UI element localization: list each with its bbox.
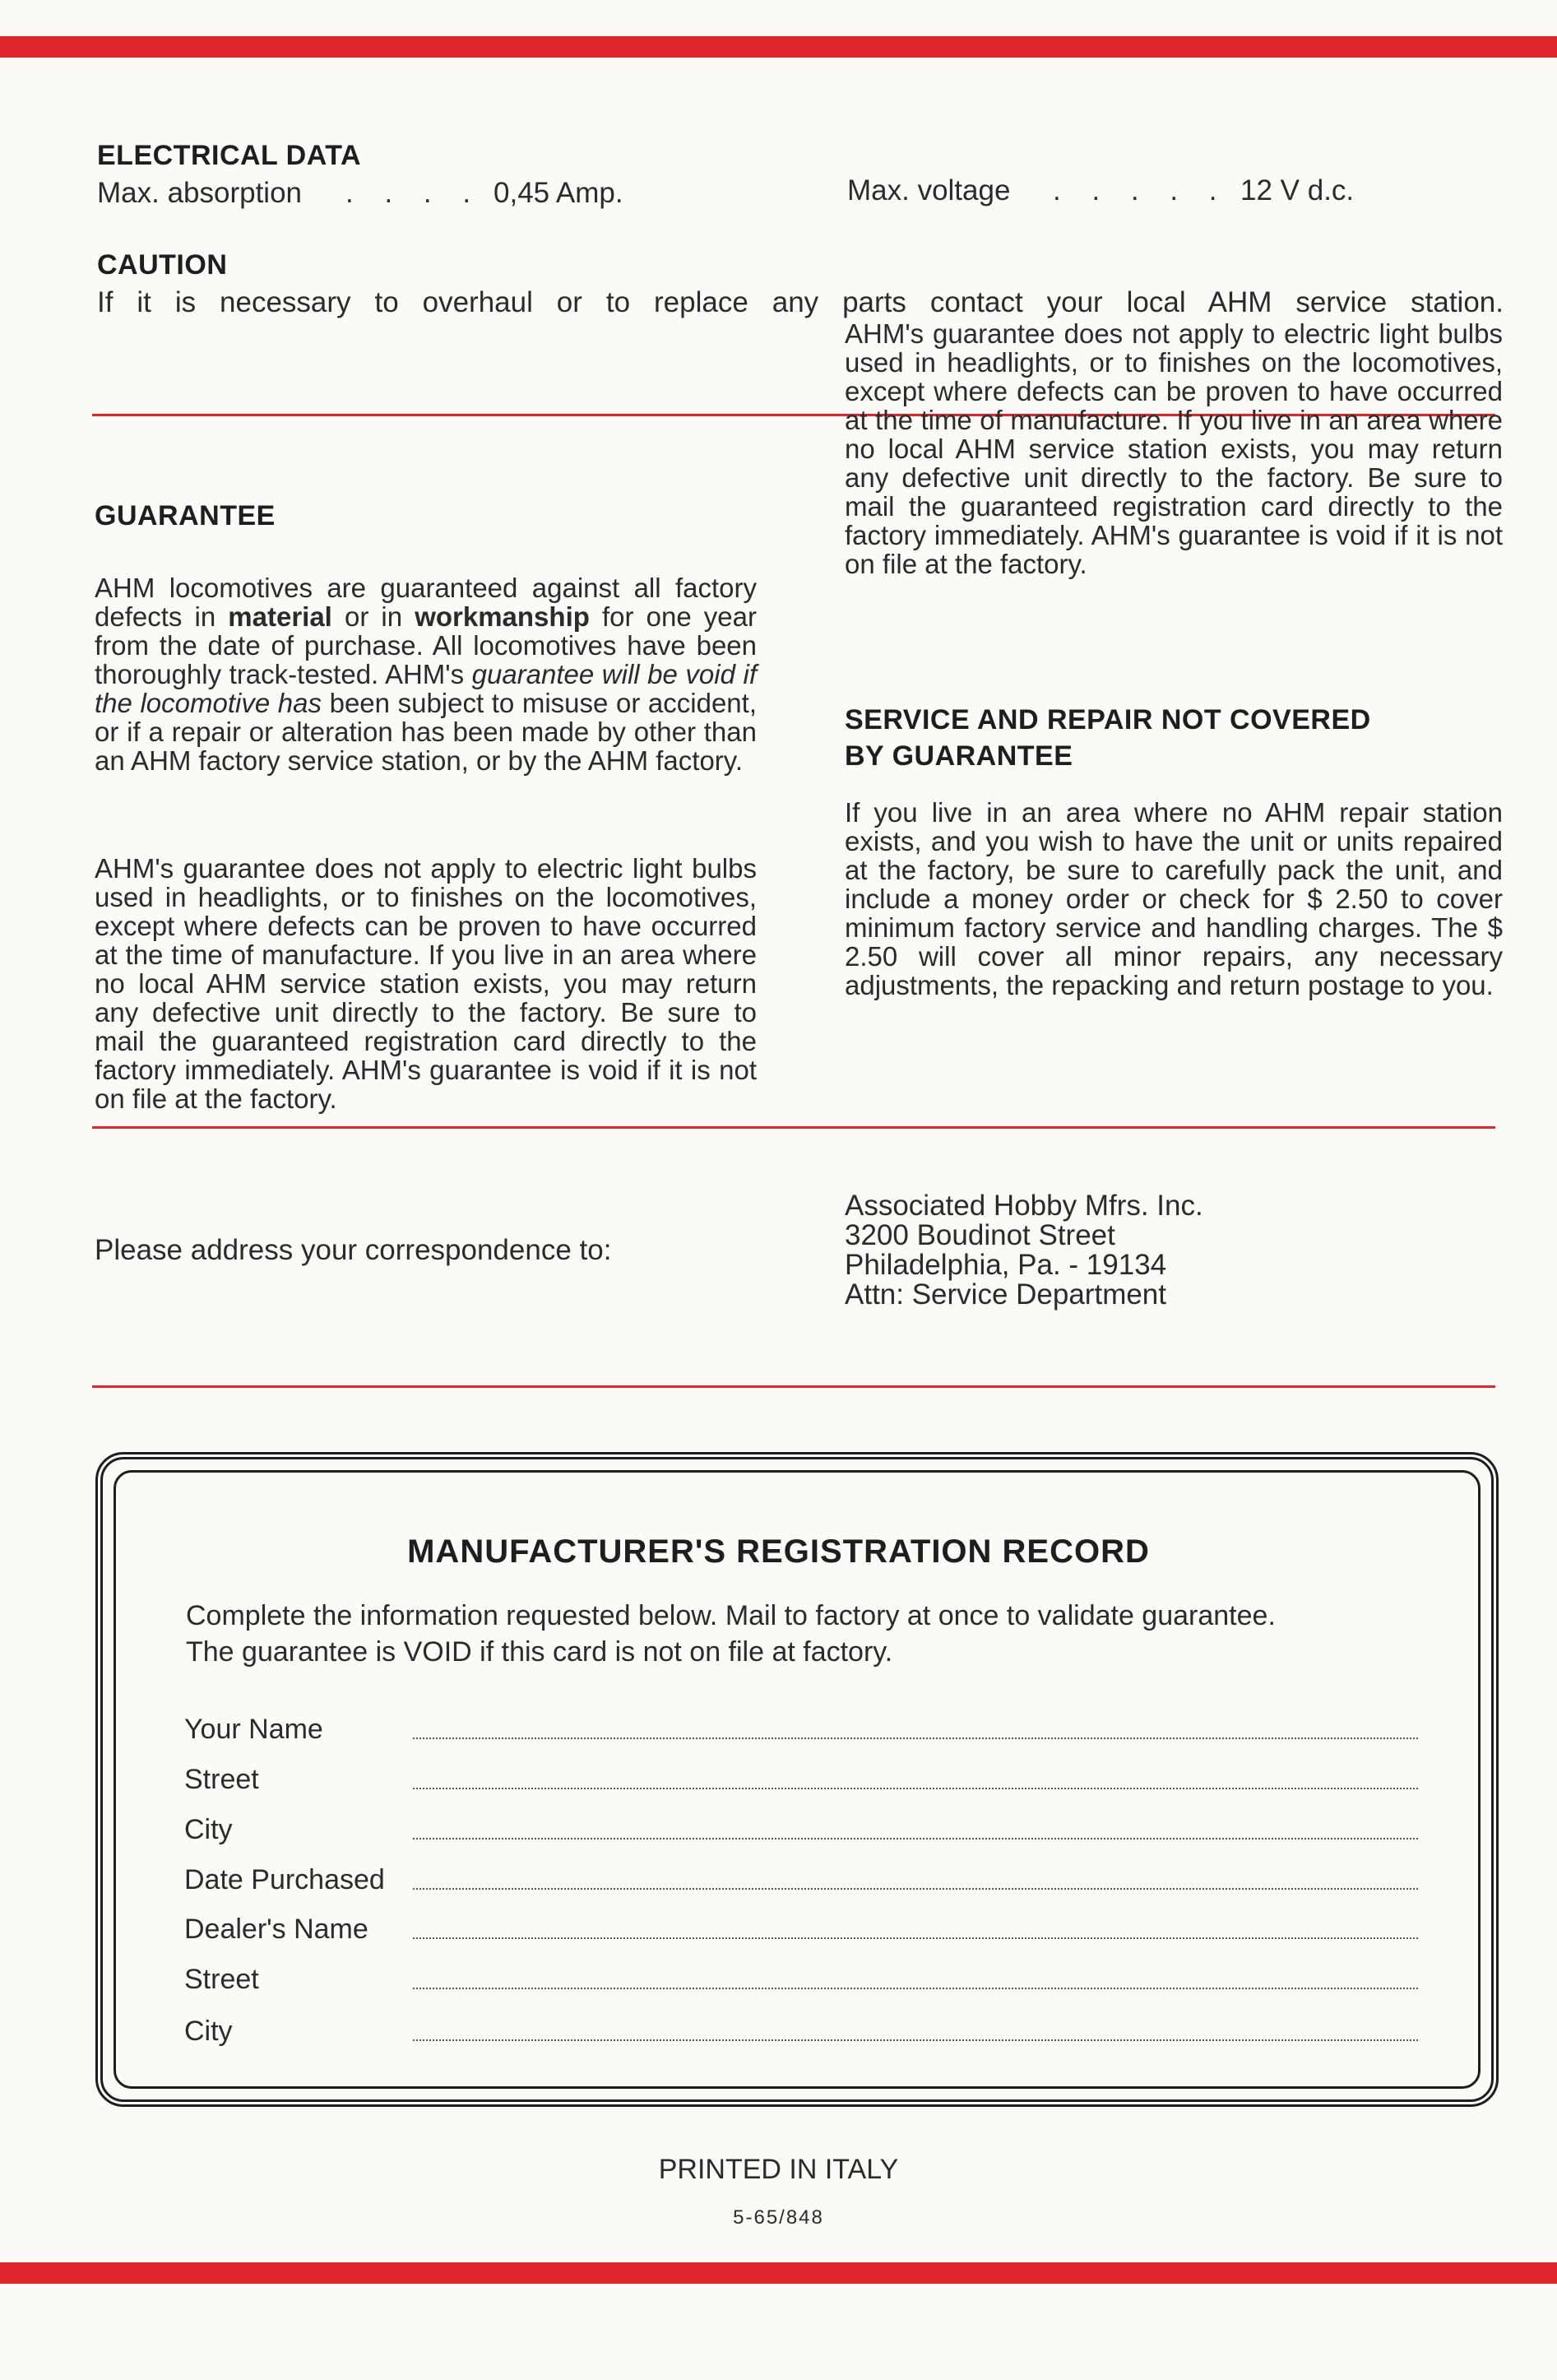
field-your-name[interactable] — [184, 1710, 1418, 1751]
field-label: Street — [184, 1964, 259, 1995]
printed-in-italy: PRINTED IN ITALY — [658, 2154, 899, 2185]
max-absorption-label: Max. absorption — [97, 177, 303, 209]
fill-line[interactable] — [413, 1788, 1418, 1789]
guarantee-paragraph-2-col1: AHM's guarantee does not apply to electric light bulbs used in headlights, or to finishes on the locomotives, except where defects can be proven to have occurred at the time of manufacture. If you live in an area where no local AHM service station exists, you may return any defective unit directly to the factory. Be sure to mail the guaranteed registration card directly to the factory immediately. AHM's guarantee is void if it is not on file at the factory. — [95, 853, 757, 1114]
caution-text: If it is necessary to overhaul or to replace any parts contact your local AHM service station. — [97, 286, 1504, 318]
max-absorption-value: 0,45 Amp. — [494, 177, 623, 209]
registration-instructions: Complete the information requested below. Mail to factory at once to validate guarantee. The guarantee is VOID if this card is not on file at factory. — [186, 1600, 1276, 1668]
fill-line[interactable] — [413, 1988, 1418, 1989]
field-street[interactable] — [184, 1760, 1418, 1801]
factory-address — [845, 1191, 1203, 1310]
max-voltage-dots: . . . . . — [1053, 174, 1229, 206]
max-voltage-value: 12 V d.c. — [1240, 174, 1355, 206]
field-dealer-street[interactable] — [184, 1960, 1418, 2001]
address-line: Attn: Service Department — [845, 1278, 1166, 1311]
address-line: Associated Hobby Mfrs. Inc. — [845, 1190, 1203, 1222]
registration-title: MANUFACTURER'S REGISTRATION RECORD — [407, 1533, 1150, 1570]
divider-2 — [92, 1126, 1495, 1129]
field-dealer-city[interactable] — [184, 2011, 1418, 2053]
field-date-purchased[interactable] — [184, 1860, 1418, 1901]
electrical-data-heading: ELECTRICAL DATA — [97, 140, 362, 171]
service-heading: SERVICE AND REPAIR NOT COVERED BY GUARANTEE — [845, 704, 1371, 772]
guarantee-paragraph-2-col2: AHM's guarantee does not apply to electric light bulbs used in headlights, or to finishes on the locomotives, except where defects can be proven to have occurred at the time of manufacture. If you live in an area where no local AHM service station exists, you may return any defective unit directly to the factory. Be sure to mail the guaranteed registration card directly to the factory immediately. AHM's guarantee is void if it is not on file at the factory. — [845, 318, 1503, 579]
fill-line[interactable] — [413, 1838, 1418, 1840]
field-label: Dealer's Name — [184, 1914, 368, 1945]
correspondence-prompt: Please address your correspondence to: — [95, 1234, 612, 1266]
max-absorption-dots: . . . . — [345, 177, 483, 209]
field-dealers-name[interactable] — [184, 1909, 1418, 1951]
top-red-bar — [0, 36, 1557, 58]
print-code: 5-65/848 — [733, 2206, 824, 2229]
fill-line[interactable] — [413, 2039, 1418, 2041]
field-label: Street — [184, 1764, 259, 1795]
fill-line[interactable] — [413, 1888, 1418, 1890]
divider-3 — [92, 1385, 1495, 1388]
field-label: City — [184, 2016, 233, 2047]
fill-line[interactable] — [413, 1937, 1418, 1939]
material-emphasis: material — [228, 601, 332, 632]
field-label: City — [184, 1814, 233, 1845]
field-label: Date Purchased — [184, 1864, 385, 1895]
max-voltage-label: Max. voltage — [847, 174, 1011, 206]
guarantee-heading: GUARANTEE — [95, 500, 276, 531]
workmanship-emphasis: workmanship — [415, 601, 590, 632]
service-text: If you live in an area where no AHM repair station exists, and you wish to have the unit or units repaired at the factory, be sure to carefully pack the unit, and include a money order or check for $ 2.50 to cover minimum factory service and handling charges. The $ 2.50 will cover all minor repairs, any necessary adjustments, the repacking and return postage to you. — [845, 797, 1503, 1000]
caution-heading: CAUTION — [97, 249, 228, 281]
fill-line[interactable] — [413, 1737, 1418, 1739]
guarantee-paragraph-1: AHM locomotives are guaranteed against all factory defects in material or in workmanship for one year from the date of purchase. All locomotives have been thoroughly track-tested. AHM's guarantee will be void if the locomotive has been subject to misuse or accident, or if a repair or alteration has been made by other than an AHM factory service station, or by the AHM factory. — [95, 573, 757, 776]
address-line: Philadelphia, Pa. - 19134 — [845, 1249, 1167, 1281]
address-line: 3200 Boudinot Street — [845, 1219, 1115, 1251]
bottom-red-bar — [0, 2262, 1557, 2284]
field-label: Your Name — [184, 1714, 323, 1745]
field-city[interactable] — [184, 1810, 1418, 1851]
